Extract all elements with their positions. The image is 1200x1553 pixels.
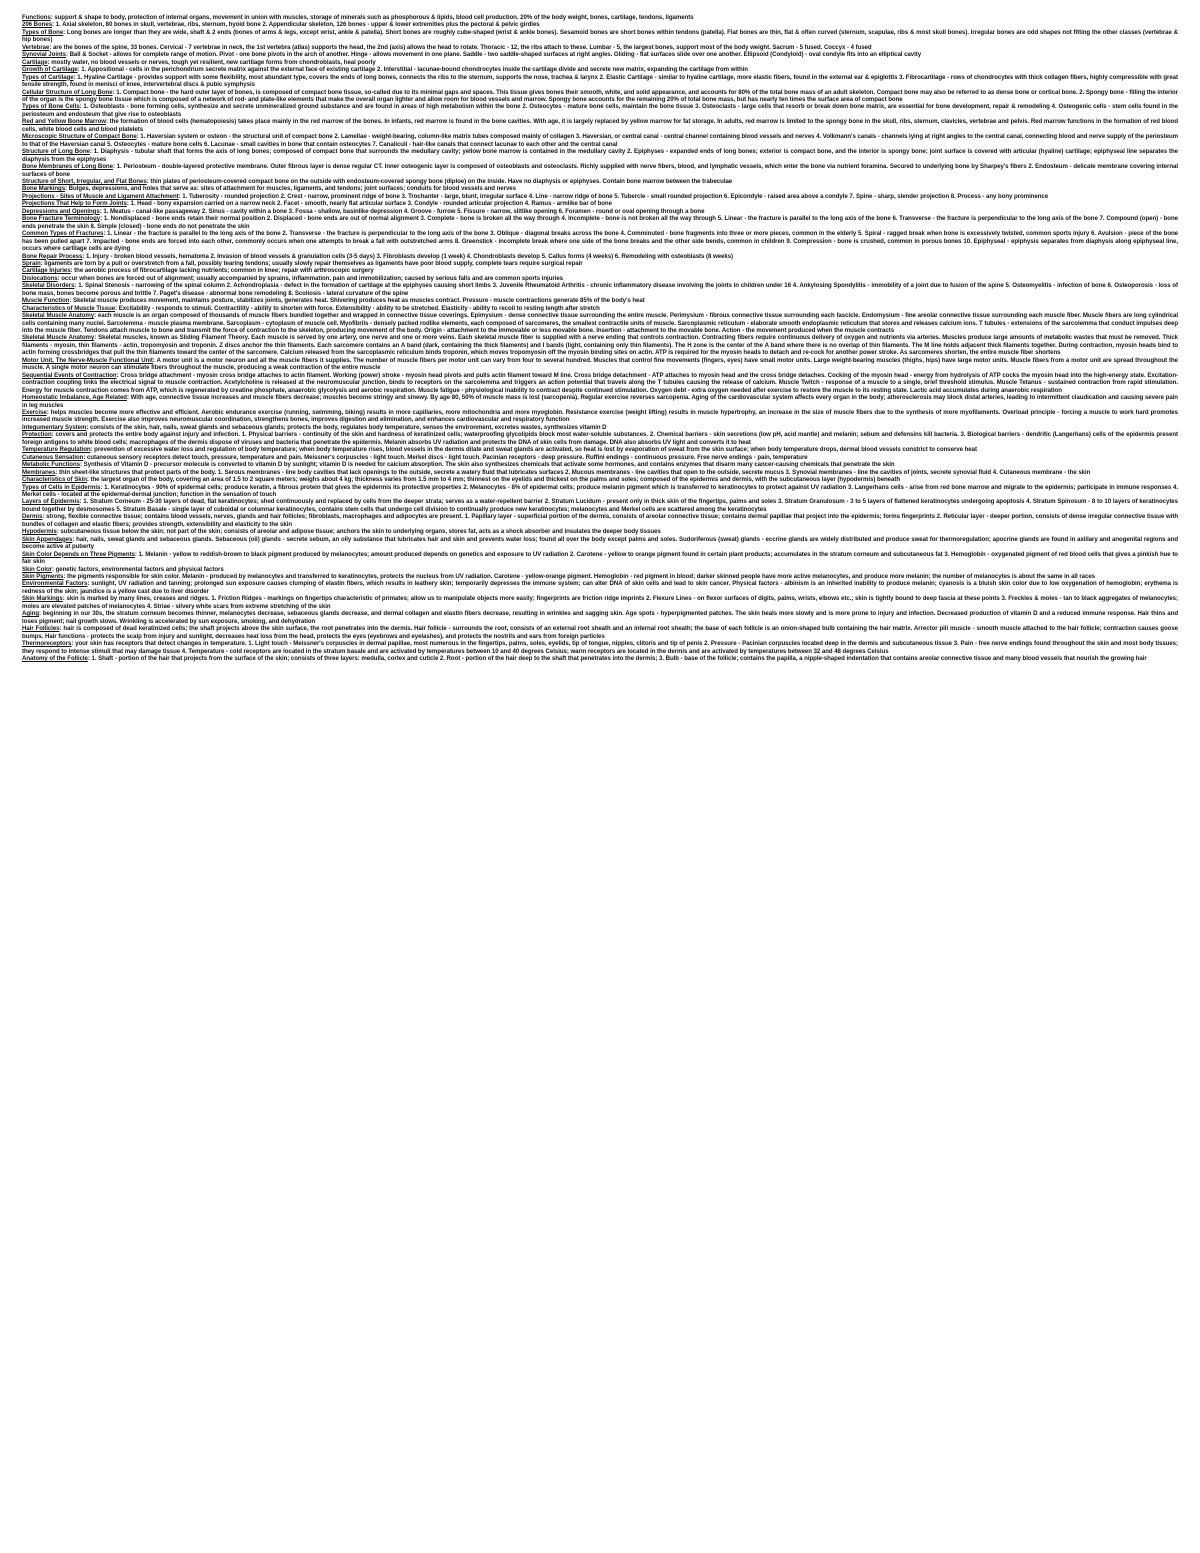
note-paragraph: [22, 208, 1178, 215]
note-paragraph: [22, 476, 1178, 483]
section-text: : prevention of excessive water loss and regulation of body temperature; when body temperature rises, blood vessels in the dermis dilate and sweat glands are activated, so heat is lost by evaporation of sweat from the skin surface; when body temperature drops, dermal blood vessels constrict to conserve heat: [90, 446, 977, 454]
section-term: Protection: [22, 431, 52, 439]
note-paragraph: [22, 163, 1178, 178]
section-text: : strong, flexible connective tissue; contains blood vessels, nerves, glands and hair follicles; fibroblasts, macrophages and adipocytes are present. 1. Papillary layer - superficial portion of the dermis, consists of areolar connective tissue; contains dermal papillae that project into the epidermis; forms fingerprints 2. Reticular layer - deeper portion, consists of dense irregular connective tissue with bundles of collagen and elastic fibers; provides strength, extensibility and elasticity to the skin: [22, 513, 1178, 528]
section-text: : Cross bridge attachment - myosin cross bridge attaches to actin filament. Working (power) stroke - myosin head pivots and pulls actin filament toward M line. Cross bridge detachment - ATP attaches to myosin head and the cross bridge detaches. Cocking of the myosin head - energy from hydrolysis of ATP cocks the myosin head into the high-energy state. Excitation-contraction coupling links the electrical signal to muscle contraction. Acetylcholine is released at the neuromuscular junction, binds to receptors on the sarcolemma and triggers an action potential that travels along the T tubules causing the release of calcium. Muscle Twitch - response of a muscle to a single, brief threshold stimulus. Muscle Tetanus - sustained contraction from rapid stimulation. Energy for muscle contraction comes from ATP, which is regenerated by creatine phosphate, anaerobic glycolysis and aerobic respiration. Muscle fatigue - physiological inability to contract despite continued stimulation. Oxygen debt - extra oxygen needed after exercise to restore the muscle to its resting state. Lactic acid accumulates during anaerobic respiration: [22, 371, 1178, 394]
section-text: : 1. Nondisplaced - bone ends retain their normal position 2. Displaced - bone ends are out of normal alignment 3. Complete - bone is broken all the way through 4. Incomplete - bone is not broken all the way through 5. Linear - the fracture is parallel to the long axis of the bone 6. Transverse - the fracture is perpendicular to the long axis of the bone 7. Compound (open) - bone ends penetrate the skin 8. Simple (closed) - bone ends do not penetrate the skin: [22, 215, 1178, 230]
section-text: : occur when bones are forced out of alignment; usually accompanied by sprains, inflammation, pain and immobilization; caused by serious falls and are common sports injuries: [57, 274, 564, 282]
note-paragraph: [22, 573, 1178, 580]
note-paragraph: [22, 454, 1178, 461]
note-paragraph: [22, 528, 1178, 535]
note-paragraph: [22, 461, 1178, 468]
note-paragraph: [22, 267, 1178, 274]
section-text: : 1. Axial skeleton, 80 bones in skull, vertebrae, ribs, sternum, hyoid bone 2. Appendicular skeleton, 126 bones - upper & lower extremities plus the pectoral & pelvic girdles: [52, 21, 540, 29]
note-paragraph: [22, 44, 1178, 51]
section-term: Skeletal Muscle Anatomy: [22, 334, 95, 342]
section-text: : 1. Spinal Stenosis - narrowing of the spinal column 2. Achondroplasia - defect in the formation of cartilage at the epiphyses causing short limbs 3. Juvenile Rheumatoid Arthritis - chronic inflammatory disease involving the joints in children under 16 4. Ankylosing Spondylitis - immobility of a joint due to fusion of the spine 5. Osteomyelitis - infection of bone 6. Osteoporosis - loss of bone mass, bones become porous and brittle 7. Paget's disease - abnormal bone remodeling 8. Scoliosis - lateral curvature of the spine: [22, 282, 1178, 297]
section-term: Sequential Events of Contraction: [22, 371, 117, 379]
section-text: : skin is marked by many lines, creases and ridges. 1. Friction Ridges - markings on fingertips characteristic of primates; allow us to manipulate objects more easily; fingerprints are friction ridge imprints 2. Flexure Lines - on flexor surfaces of digits, palms, wrists, elbows etc.; skin is tightly bound to deep fascia at these points 3. Freckles & moles - tan to black aggregates of melanocytes; moles are elevated patches of melanocytes 4. Striae - silvery white scars from extreme stretching of the skin: [22, 595, 1178, 610]
section-term: Integumentary System: [22, 423, 87, 431]
note-paragraph: [22, 305, 1178, 312]
section-term: Exercise: [22, 409, 47, 417]
section-term: Skin Pigments: [22, 572, 64, 580]
section-term: Cutaneous Sensation: [22, 453, 84, 461]
note-paragraph: [22, 551, 1178, 566]
section-text: : thin plates of periosteum-covered compact bone on the outside with endosteum-covered spongy bone (diploe) on the inside. Have no diaphysis or epiphyses. Contain bone marrow between the trabeculae: [146, 177, 733, 185]
note-paragraph: [22, 446, 1178, 453]
section-text: : 1. Periosteum - double-layered protective membrane. Outer fibrous layer is dense regular CT. Inner osteogenic layer is composed of osteoblasts and osteoclasts. Richly supplied with nerve fibers, blood, and lymphatic vessels, which enter the bone via nutrient foramina. Secured to underlying bone by Sharpey's fibers 2. Endosteum - delicate membrane covering internal surfaces of bone: [22, 163, 1179, 178]
section-term: Projections - Sites of Muscle and Ligament Attachment: [22, 192, 179, 200]
section-text: : With age, connective tissue increases and muscle fibers decrease; muscles become stringy and sinewy. By age 80, 50% of muscle mass is lost (sarcopenia). Regular exercise reverses sarcopenia. Aging of the cardiovascular system affects every organ in the body; atherosclerosis may block distal arteries, leading to intermittent claudication and causing severe pain in leg muscles: [22, 394, 1178, 409]
section-term: Depressions and Openings: [22, 207, 100, 215]
section-text: : Long bones are longer than they are wide, shaft & 2 ends (bones of arms & legs, except wrist, ankle & patella). Short bones are roughly cube-shaped (wrist & ankle bones). Sesamoid bones are short bones within tendons (patella). Flat bones are thin, flat & often curved (sternum, scapulae, ribs & most skull bones). Irregular bones are odd shapes not fitting the other classes (vertebrae & hip bones): [22, 28, 1178, 44]
section-term: Common Types of Fractures: [22, 230, 104, 238]
section-text: : 1. Hyaline Cartilage - provides support with some flexibility, most abundant type, covers the ends of long bones, connects the ribs to the sternum, supports the nose, trachea & larynx 2. Elastic Cartilage - similar to hyaline cartilage, more elastic fibers, found in the external ear & epiglottis 3. Fibrocartilage - rows of chondrocytes with thick collagen fibers, highly compressible with great tensile strength, found in menisci of knee, intervertebral discs & pubic symphysis: [22, 73, 1178, 89]
note-paragraph: [22, 118, 1178, 133]
section-term: Aging: [22, 610, 40, 618]
note-paragraph: [22, 498, 1178, 513]
section-text: : cutaneous sensory receptors detect touch, pressure, temperature and pain. Meissner's corpuscles - light touch. Merkel discs - light touch. Pacinian receptors - deep pressure. Ruffini endings - continuous pressure. Free nerve endings - pain, temperature: [83, 453, 808, 461]
note-paragraph: [22, 536, 1178, 551]
note-paragraph: [22, 469, 1178, 476]
note-paragraph: [22, 655, 1178, 662]
section-term: Hypodermis: [22, 528, 57, 536]
note-paragraph: [22, 260, 1178, 267]
section-text: : 1. Melanin - yellow to reddish-brown to black pigment produced by melanocytes; amount produced depends on genetics and exposure to UV radiation 2. Carotene - yellow to orange pigment found in certain plant products; accumulates in the stratum corneum and subcutaneous fat 3. Hemoglobin - oxygenated pigment of red blood cells that gives a pinkish hue to fair skin: [22, 550, 1178, 566]
section-text: : 1. Head - bony expansion carried on a narrow neck 2. Facet - smooth, nearly flat articular surface 3. Condyle - rounded articular projection 4. Ramus - armlike bar of bone: [126, 200, 612, 208]
note-paragraph: [22, 59, 1178, 66]
note-paragraph: [22, 200, 1178, 207]
note-paragraph: [22, 275, 1178, 282]
section-term: Thermoreceptors: [22, 640, 72, 648]
section-text: : genetic factors, environmental factors and physical factors: [51, 565, 224, 573]
note-paragraph: [22, 625, 1178, 640]
section-term: Skeletal Muscle Anatomy: [22, 312, 95, 320]
section-text: : each muscle is an organ composed of thousands of muscle fibers bundled together and wrapped in connective tissue coverings. Epimysium - dense connective tissue surrounding the entire muscle. Perimysium - fibrous connective tissue surrounding each fascicle. Endomysium - fine areolar connective tissue surrounding each muscle fiber. Muscle fibers are long cylindrical cells containing many nuclei. Sarcolemma - muscle plasma membrane. Sarcoplasm - cytoplasm of muscle cell. Myofibrils - densely packed rodlike elements, each composed of sarcomeres, the smallest contractile units of muscle. Sarcoplasmic reticulum - elaborate smooth endoplasmic reticulum that stores and releases calcium ions. T tubules - extensions of the sarcolemma that conduct impulses deep into the muscle fiber. Tendons attach muscle to bone and transmit the force of contraction to the skeleton, producing movement of the body. Origin - attachment to the immovable or less movable bone. Insertion - attachment to the movable bone. Action - the movement produced when the muscle contracts: [22, 312, 1179, 335]
note-paragraph: [22, 89, 1178, 104]
note-paragraph: [22, 409, 1178, 424]
note-paragraph: [22, 133, 1178, 148]
section-text: : 1. Stratum Corneum - 25-30 layers of dead, flat keratinocytes; shed continuously and replaced by cells from the deeper strata; serves as a water-repellent barrier 2. Stratum Lucidum - present only in thick skin of the fingertips, palms and soles 3. Stratum Granulosum - 3 to 5 layers of flattened keratinocytes undergoing apoptosis 4. Stratum Spinosum - 8 to 10 layers of keratinocytes bound together by desmosomes 5. Stratum Basale - single layer of cuboidal or columnar keratinocytes, contains stem cells that undergo cell division to continually produce new keratinocytes; melanocytes and Merkel cells are scattered among the keratinocytes: [22, 498, 1178, 513]
note-paragraph: [22, 66, 1178, 73]
section-text: : helps muscles become more effective and efficient. Aerobic endurance exercise (running, swimming, biking) results in more capillaries, more mitochondria and more myoglobin. Resistance exercise (weight lifting) results in muscle hypertrophy, an increase in the size of muscle fibers due to the synthesis of more myofilaments. Overload principle - forcing a muscle to work hard promotes increased muscle strength. Exercise also improves neuromuscular coordination, strengthens bones, improves digestion and elimination, and enhances cardiovascular and respiratory function: [22, 409, 1178, 424]
note-paragraph: [22, 215, 1178, 230]
note-paragraph: [22, 253, 1178, 260]
section-text: : 1. Haversian system or osteon - the structural unit of compact bone 2. Lamellae - weight-bearing, column-like matrix tubes composed mainly of collagen 3. Haversian, or central canal - central channel containing blood vessels and nerves 4. Volkmann's canals - channels lying at right angles to the central canal, connecting blood and nerve supply of the periosteum to that of the Haversian canal 5. Osteocytes - mature bone cells 6. Lacunae - small cavities in bone that contain osteocytes 7. Canaliculi - hair-like canals that connect lacunae to each other and the central canal: [22, 133, 1178, 148]
section-text: : Ball & Socket - allows for complete range of motion. Pivot - one bone pivots in the arch of another. Hinge - allows movement in one plane. Saddle - two saddle-shaped surfaces at right angles. Gliding - flat surfaces slide over one another. Ellipsoid (Condyloid) - oval condyle fits into an elliptical cavity: [65, 51, 922, 59]
section-text: : Excitability - responds to stimuli. Contractility - ability to shorten with force. Extensibility - ability to be stretched. Elasticity - ability to recoil to resting length after stretch: [115, 304, 600, 312]
section-term: Structure of Short, Irregular, and Flat Bones: [22, 177, 147, 185]
section-term: Membranes: [22, 468, 56, 476]
note-paragraph: [22, 312, 1178, 334]
note-paragraph: [22, 372, 1178, 394]
section-text: : your skin has receptors that detect changes in temperature. 1. Light touch - Meissner's corpuscles in dermal papillae, most numerous in the fingertips, palms, soles, eyelids, tip of tongue, nipples, clitoris and tip of penis 2. Pressure - Pacinian corpuscles located deep in the dermis and subcutaneous tissue 3. Pain - free nerve endings found throughout the skin and most body tissues; they respond to intense stimuli that may damage tissue 4. Temperature - cold receptors are located in the stratum basale and are activated by temperatures between 10 and 40 degrees Celsius; warm receptors are located in the dermis and are activated by temperatures between 32 and 48 degrees Celsius: [22, 640, 1178, 655]
note-paragraph: [22, 103, 1178, 118]
section-term: Types of Bone Cells: [22, 103, 80, 111]
section-text: : support & shape to body, protection of internal organs, movement in union with muscles, storage of minerals such as phosphorous & lipids, blood cell production. 20% of the body weight, bones, cartilage, tendons, ligaments: [50, 14, 694, 21]
note-paragraph: [22, 178, 1178, 185]
section-text: : 1. Linear - the fracture is parallel to the long axis of the bone 2. Transverse - the fracture is perpendicular to the long axis of the bone 3. Oblique - diagonal breaks across the bone 4. Comminuted - bone fragments into three or more pieces, common in the elderly 5. Spiral - ragged break when bone is excessively twisted, common sports injury 6. Avulsion - piece of the bone has been pulled apart 7. Impacted - bone ends are forced into each other, commonly occurs when one attempts to break a fall with outstretched arms 8. Greenstick - incomplete break where one side of the bone breaks and the other side bends, common in children 9. Compression - bone is crushed, common in porous bones 10. Epiphyseal - epiphysis separates from diaphysis along epiphyseal line, occurs where cartilage cells are dying: [22, 230, 1179, 253]
note-paragraph: [22, 297, 1178, 304]
note-paragraph: [22, 193, 1178, 200]
section-text: : 1. Tuberosity - rounded projection 2. Crest - narrow, prominent ridge of bone 3. Trochanter - large, blunt, irregular surface 4. Line - narrow ridge of bone 5. Tubercle - small rounded projection 6. Epicondyle - raised area above a condyle 7. Spine - sharp, slender projection 8. Process - any bony prominence: [178, 192, 1049, 200]
section-term: Anatomy of the Follicle: [22, 654, 88, 662]
section-text: : Synthesis of Vitamin D - precursor molecule is converted to vitamin D by sunlight; vitamin D is needed for calcium absorption. The skin also synthesizes chemicals that activate some hormones, and contains enzymes that disarm many cancer-causing chemicals that penetrate the skin: [79, 461, 895, 469]
section-term: Cartilage: [22, 58, 48, 66]
section-term: Skeletal Disorders: [22, 282, 75, 290]
section-text: : mostly water, no blood vessels or nerves, tough yet resilient, new cartilage forms from chondroblasts, heal poorly: [47, 58, 376, 66]
section-text: : 1. Osteoblasts - bone forming cells, synthesize and secrete unmineralized ground substance and are found in areas of high metabolism within the bone 2. Osteocytes - mature bone cells, maintain the bone tissue 3. Osteoclasts - large cells that resorb or break down bone matrix, are essential for bone development, repair & remodeling 4. Osteogenic cells - stem cells found in the periosteum and endosteum that give rise to osteoblasts: [22, 103, 1178, 118]
note-paragraph: [22, 357, 1178, 372]
section-term: Bone Markings: [22, 185, 66, 193]
section-term: Characteristics of Muscle Tissue: [22, 304, 116, 312]
section-text: : sunlight, UV radiation and tanning; prolonged sun exposure causes clumping of elastin fibers, which results in leathery skin; temporarily depresses the immune system; can alter DNA of skin cells and lead to skin cancer. Physical factors - albinism is an inherited inability to produce melanin; cyanosis is a bluish skin color due to low oxygenation of hemoglobin; erythema is redness of the skin; jaundice is a yellow cast due to liver disorder: [22, 580, 1178, 595]
note-paragraph: [22, 610, 1178, 625]
note-paragraph: [22, 431, 1178, 446]
section-text: : 1. Injury - broken blood vessels, hematoma 2. Invasion of blood vessels & granulation cells (3-5 days) 3. Fibroblasts develop (1 week) 4. Chondroblasts develop 5. Callus forms (4 weeks) 6. Remodeling with osteoblasts (8 weeks): [82, 252, 733, 260]
section-term: Structure of Long Bone: [22, 148, 90, 156]
section-text: : ligaments are torn by a pull or overstretch from a fall, possibly tearing tendons; usually slowly repair themselves as ligaments have poor blood supply, complete tears require surgical repair: [40, 259, 583, 267]
note-paragraph: [22, 230, 1178, 252]
note-paragraph: [22, 640, 1178, 655]
note-paragraph: [22, 148, 1178, 163]
section-term: Skin Color: [22, 565, 52, 573]
section-term: Skin Color Depends on Three Pigments: [22, 550, 135, 558]
section-text: : consists of the skin, hair, nails, sweat glands and sebaceous glands; protects the body, regulates body temperature, senses the environment, excretes wastes, synthesizes vitamin D: [86, 423, 607, 431]
section-term: Metabolic Functions: [22, 461, 80, 469]
section-term: Cartilage Injuries: [22, 267, 71, 275]
note-paragraph: [22, 185, 1178, 192]
note-paragraph: [22, 74, 1178, 89]
section-term: Projections That Help to Form Joints: [22, 200, 127, 208]
section-term: Hair Follicles: [22, 625, 60, 633]
section-term: Temperature Regulation: [22, 446, 91, 454]
note-paragraph: [22, 566, 1178, 573]
section-term: Motor Unit, The Nerve-Muscle Functional Unit: [22, 356, 153, 364]
section-text: : the formation of blood cells (hematopoiesis) takes place mainly in the red marrow of the bones. In infants, red marrow is found in the bone cavities. With age, it is largely replaced by yellow marrow for fat storage. In adults, red marrow is limited to the spongy bone in the skull, ribs, sternum, clavicles, vertebrae and pelvis. Red marrow functions in the formation of red blood cells, white blood cells and blood platelets: [22, 118, 1179, 133]
section-term: Bone Repair Process: [22, 252, 83, 260]
note-paragraph: [22, 424, 1178, 431]
section-term: Red and Yellow Bone Marrow: [22, 118, 106, 126]
section-term: Growth of Cartilage: [22, 66, 78, 74]
section-term: Dermis: [22, 513, 43, 521]
section-term: Types of Cartilage: [22, 73, 74, 81]
note-paragraph: [22, 513, 1178, 528]
section-text: : 1. Meatus - canal-like passageway 2. Sinus - cavity within a bone 3. Fossa - shallow, basinlike depression 4. Groove - furrow 5. Fissure - narrow, slitlike opening 6. Foramen - round or oval opening through a bone: [99, 207, 705, 215]
note-paragraph: [22, 334, 1178, 356]
section-text: : thin sheet-like structures that protect parts of the body. 1. Serous membranes - line body cavities that lack openings to the outside, secrete a watery fluid that lubricates surfaces 2. Mucous membranes - line cavities that open to the outside, secrete mucus 3. Synovial membranes - line the cavities of joints, secrete synovial fluid 4. Cutaneous membrane - the skin: [55, 468, 1091, 476]
section-text: : beginning in our 30s, the stratum corneum becomes thinner, melanocytes decrease, sebaceous glands decrease, and dermal collagen and elastin fibers decrease, resulting in wrinkles and sagging skin. Age spots - hyperpigmented patches. The skin heals more slowly and is more prone to injury and infection. Decreased production of vitamin D and a reduced immune response. Hair thins and loses pigment; nail growth slows. Wrinkling is accelerated by sun exposure, smoking, and dehydration: [22, 610, 1178, 625]
section-term: Environmental Factors: [22, 580, 88, 588]
section-term: Vertebrae: [22, 43, 50, 51]
section-text: : the largest organ of the body, covering an area of 1.5 to 2 square meters; weighs about 4 kg; thickness varies from 1.5 mm to 4 mm; thinnest on the eyelids and thickest on the palms and soles; composed of the epidermis and dermis, with the subcutaneous layer (hypodermis) beneath: [86, 476, 900, 484]
section-term: 206 Bones: [22, 21, 53, 29]
section-term: Skin Markings: [22, 595, 63, 603]
section-term: Types of Cells in Epidermis: [22, 483, 101, 491]
note-paragraph: [22, 595, 1178, 610]
section-text: : hair, nails, sweat glands and sebaceous glands. Sebaceous (oil) glands - secrete sebum, an oily substance that lubricates hair and skin and prevents water loss; found all over the body except palms and soles. Sudoriferous (sweat) glands - eccrine glands are widely distributed and produce sweat for thermoregulation; apocrine glands are found in axillary and anogenital regions and become active at puberty: [22, 535, 1178, 551]
note-paragraph: [22, 580, 1178, 595]
note-paragraph: [22, 29, 1178, 44]
section-text: : Skeletal muscles, known as Sliding Filament Theory. Each muscle is served by one artery, one nerve and one or more veins. Each skeletal muscle fiber is supplied with a nerve ending that controls contraction. Contracting fibers require continuous delivery of oxygen and nutrients via arteries. Muscles produce large amounts of metabolic wastes that must be removed. Thick filaments - myosin, thin filaments - actin, tropomyosin and troponin. Z discs anchor the thin filaments. Each sarcomere contains an A band (dark, containing the thick filaments) and I bands (light, containing only thin filaments). The H zone is the center of the A band where there is no overlap of thin filaments. The M line holds adjacent thick filaments together. During contraction, myosin heads bind to actin forming crossbridges that pull the thin filaments toward the center of the sarcomere. Calcium released from the sarcoplasmic reticulum binds troponin, which moves tropomyosin off the myosin binding sites on actin. ATP is required for the myosin heads to detach and re-cock for another power stroke. As sarcomeres shorten, the entire muscle fiber shortens: [22, 334, 1178, 357]
section-text: : the pigments responsible for skin color. Melanin - produced by melanocytes and transferred to keratinocytes, protects the nucleus from UV radiation. Carotene - yellow-orange pigment. Hemoglobin - red pigment in blood; darker skinned people have more active melanocytes, and produce more melanin; the number of melanocytes is about the same in all races: [63, 572, 1096, 580]
section-term: Bone Membranes of Long Bone: [22, 163, 113, 171]
section-term: Microscopic Structure of Compact Bone: [22, 133, 137, 141]
section-text: : Skeletal muscle produces movement, maintains posture, stabilizes joints, generates heat. Shivering produces heat as muscles contract. Pressure - muscle contractions generate 85% of the body's heat: [69, 297, 645, 305]
section-term: Synovial Joints: [22, 51, 66, 59]
section-term: Bone Fracture Terminology: [22, 215, 101, 223]
section-term: Homeostatic Imbalance, Age Related: [22, 394, 127, 402]
section-term: Skin Appendages: [22, 535, 73, 543]
section-text: : 1. Keratinocytes - 90% of epidermal cells; produce keratin, a fibrous protein that gives the epidermis its protective properties 2. Melanocytes - 8% of epidermal cells; produce melanin pigment which is transferred to keratinocytes to protect against UV radiation 3. Langerhans cells - arise from red bone marrow and migrate to the epidermis; participate in immune responses 4. Merkel cells - located at the epidermal-dermal junction; function in the sensation of touch: [22, 483, 1178, 498]
section-term: Cellular Structure of Long Bone: [22, 88, 113, 96]
note-paragraph: [22, 21, 1178, 28]
note-paragraph: [22, 394, 1178, 409]
note-paragraph: [22, 282, 1178, 297]
section-text: : Bulges, depressions, and holes that serve as: sites of attachment for muscles, ligaments, and tendons; joint surfaces; conduits for blood vessels and nerves: [65, 185, 516, 193]
note-paragraph: [22, 14, 1178, 21]
section-text: : 1. Appositional - cells in the perichondrium secrete matrix against the external face of existing cartilage 2. Interstitial - lacunae-bound chondrocytes inside the cartilage divide and secrete new matrix, expanding the cartilage from within: [77, 66, 748, 74]
section-text: : the aerobic process of fibrocartilage lacking nutrients; common in knee; repair with arthroscopic surgery: [70, 267, 374, 275]
section-text: : 1. Diaphysis - tubular shaft that forms the axis of long bones; composed of compact bone that surrounds the medullary cavity; yellow bone marrow is contained in the medullary cavity 2. Epiphyses - expanded ends of long bones; exterior is compact bone, and the interior is spongy bone; joint surface is covered with articular (hyaline) cartilage; epiphyseal line separates the diaphysis from the epiphyses: [22, 148, 1178, 163]
section-term: Sprain: [22, 259, 41, 267]
section-text: : covers and protects the entire body against injury and infection. 1. Physical barriers - continuity of the skin and hardness of keratinized cells; waterproofing glycolipids block most water-soluble substances. 2. Chemical barriers - skin secretions (low pH, acid mantle) and melanin; sebum and defensins kill bacteria. 3. Biological barriers - dendritic (Langerhans) cells of the epidermis present foreign antigens to white blood cells; macrophages of the dermis dispose of viruses and bacteria that penetrate the epidermis. Melanin absorbs UV radiation and protects the DNA of skin cells from damage. DNA also absorbs UV light and converts it to heat: [22, 431, 1178, 446]
section-term: Muscle Function: [22, 297, 70, 305]
section-term: Types of Bone: [22, 28, 64, 36]
section-term: Functions: [22, 14, 51, 21]
section-term: Characteristics of Skin: [22, 476, 87, 484]
section-text: : hair is composed of dead keratinized cells; the shaft projects above the skin surface, the root penetrates into the dermis. Hair follicle - surrounds the root, consists of an external root sheath and an internal root sheath; the base of each follicle is an onion-shaped bulb containing the hair matrix. Arrector pili muscle - smooth muscle attached to the hair follicle; contraction causes goose bumps. Hair functions - protects the scalp from injury and sunlight, decreases heat loss from the head, protects the eyes (eyebrows and eyelashes), and protects the nostrils and ears from foreign particles: [22, 625, 1178, 640]
section-term: Dislocations: [22, 274, 58, 282]
note-paragraph: [22, 484, 1178, 499]
section-text: : 1. Compact bone - the hard outer layer of bones, is composed of compact bone tissue, so-called due to its minimal gaps and spaces. This tissue gives bones their smooth, white, and solid appearance, and accounts for 80% of the total bone mass of an adult skeleton. Compact bone may also be referred to as dense bone or cortical bone. 2. Spongy bone - filling the interior of the organ is the spongy bone tissue which is composed of a network of rod- and plate-like elements that make the overall organ lighter and allow room for blood vessels and marrow. Spongy bone accounts for the remaining 20% of total bone mass, but has nearly ten times the surface area of compact bone: [22, 88, 1178, 103]
section-text: : A motor unit is a motor neuron and all the muscle fibers it supplies. The number of muscle fibers per motor unit can vary from four to several hundred. Muscles that control fine movements (fingers, eyes) have small motor units. Large weight-bearing muscles (thighs, hips) have large motor units. Muscle fibers from a motor unit are spread throughout the muscle. A single motor neuron can stimulate fibers throughout the muscle, producing a weak contraction of the entire muscle: [22, 356, 1178, 372]
section-text: : subcutaneous tissue below the skin; not part of the skin; consists of areolar and adipose tissue; anchors the skin to underlying organs, stores fat, acts as a shock absorber and insulates the deeper body tissues: [56, 528, 661, 536]
section-term: Layers of Epidermis: [22, 498, 80, 506]
section-text: : 1. Shaft - portion of the hair that projects from the surface of the skin; consists of three layers: medulla, cortex and cuticle 2. Root - portion of the hair deep to the shaft that penetrates into the dermis; 3. Bulb - base of the follicle; contains the papilla, a nipple-shaped indentation that contains areolar connective tissue and many blood vessels that nourish the growing hair: [87, 654, 1147, 662]
section-text: : are the bones of the spine, 33 bones. Cervical - 7 vertebrae in neck, the 1st vertebra (atlas) supports the head, the 2nd (axis) allows the head to rotate. Thoracic - 12, the ribs attach to these. Lumbar - 5, the largest bones, support most of the body weight. Sacrum - 5 fused. Coccyx - 4 fused: [49, 43, 872, 51]
note-paragraph: [22, 51, 1178, 58]
